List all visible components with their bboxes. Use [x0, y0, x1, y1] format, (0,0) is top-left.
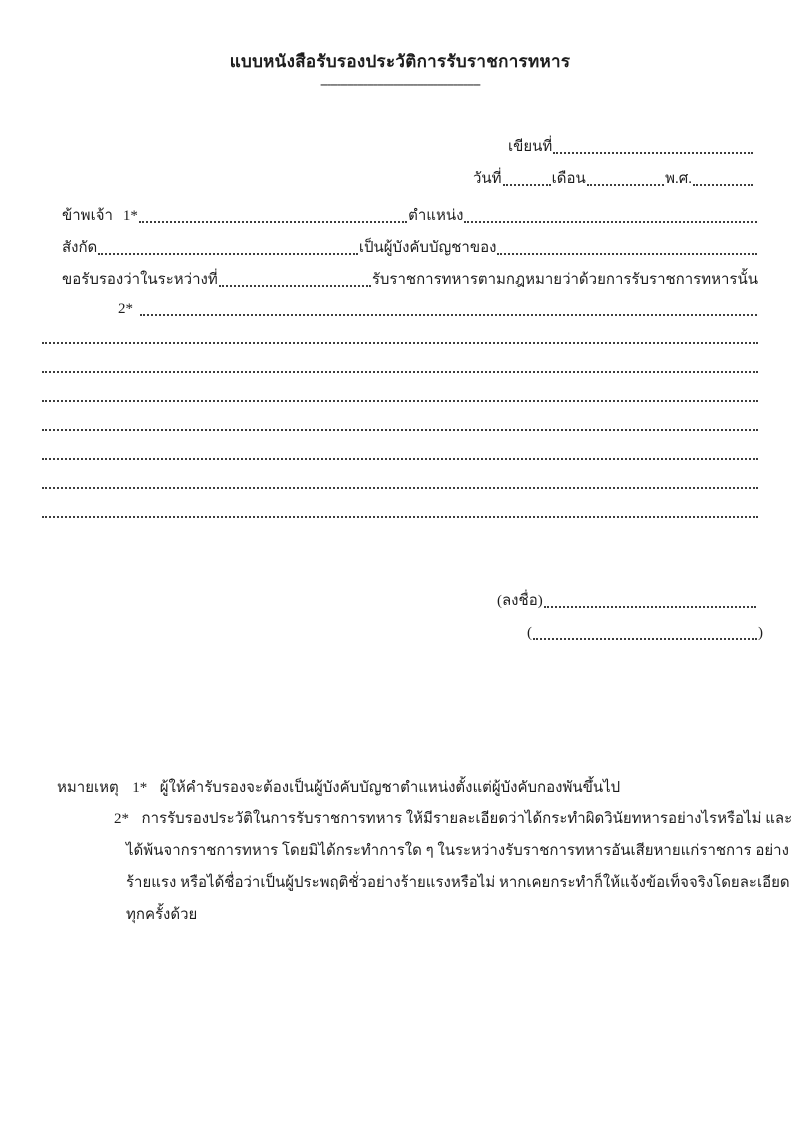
signature-name-row — [527, 624, 763, 643]
note2-line1 — [114, 806, 792, 830]
blank-lines-block — [42, 342, 758, 545]
paren-open: ( — [527, 625, 532, 641]
note2-text-2: ได้พ้นจากราชการทหาร โดยมิได้กระทำการใด ๆ ในระหว่างรับราชการทหารอันเสียหายแก่ราชการ อย่าง — [126, 843, 789, 859]
written-at-row — [508, 138, 754, 157]
certify-prefix: ขอรับรองว่าในระหว่างที่ — [62, 272, 218, 288]
paren-close: ) — [758, 625, 763, 641]
unit-blank — [98, 253, 358, 255]
note1-ref: 1* — [132, 780, 148, 796]
blank-dotted-line — [42, 400, 758, 402]
form-title: แบบหนังสือรับรองประวัติการรับราชการทหาร — [229, 52, 571, 71]
note-heading-line — [57, 775, 620, 799]
body-line-4 — [118, 300, 758, 319]
written-at-label: เขียนที่ — [508, 139, 553, 155]
blank-dotted-line — [42, 429, 758, 431]
body-line-3 — [62, 271, 758, 290]
position-blank — [464, 221, 757, 223]
footnote-ref-2: 2* — [118, 301, 133, 317]
i-the-undersigned-label: ข้าพเจ้า — [62, 208, 113, 224]
blank-dotted-line — [42, 371, 758, 373]
name-blank — [139, 221, 407, 223]
date-row — [473, 170, 754, 189]
body-line-1 — [62, 207, 758, 226]
date-blank — [503, 184, 551, 186]
signature-row — [497, 592, 757, 611]
commander-of-label: เป็นผู้บังคับบัญชาของ — [358, 240, 497, 256]
note1-text: ผู้ให้คำรับรองจะต้องเป็นผู้บังคับบัญชาตำแหน่งตั้งแต่ผู้บังคับกองพันขึ้นไป — [159, 780, 621, 796]
note2-ref: 2* — [114, 811, 129, 827]
remark-heading: หมายเหตุ — [57, 780, 119, 796]
note2-text-4: ทุกครั้งด้วย — [126, 907, 198, 923]
signature-blank — [544, 606, 756, 608]
date-label: วันที่ — [473, 171, 502, 187]
sign-label: (ลงชื่อ) — [497, 593, 543, 609]
blank-dotted-line — [42, 516, 758, 518]
note2-text-1: การรับรองประวัติในการรับราชการทหาร ให้มีรายละเอียดว่าได้กระทำผิดวินัยทหารอย่างไรหรือไม่ และ — [141, 811, 793, 827]
title-separator: ------------------------------------------------ — [320, 76, 480, 91]
footnote-ref-1: 1* — [122, 208, 138, 224]
signature-name-blank — [533, 638, 757, 640]
blank-dotted-line — [42, 487, 758, 489]
note2-line3 — [126, 870, 790, 894]
month-blank — [587, 184, 664, 186]
note2-line2 — [126, 838, 789, 862]
blank-dotted-line — [42, 342, 758, 344]
blank-dotted-line — [42, 458, 758, 460]
year-label: พ.ศ. — [665, 171, 692, 187]
month-label: เดือน — [551, 171, 586, 187]
note2-line4 — [126, 902, 197, 926]
year-blank — [693, 184, 753, 186]
detail-blank-0 — [140, 314, 757, 316]
commander-of-blank — [497, 253, 757, 255]
certify-period-blank — [219, 285, 371, 287]
body-line-2 — [62, 239, 758, 258]
position-label: ตำแหน่ง — [408, 208, 464, 224]
note2-text-3: ร้ายแรง หรือได้ชื่อว่าเป็นผู้ประพฤติชั่วอย่างร้ายแรงหรือไม่ หากเคยกระทำก็ให้แจ้งข้อเท็จจริงโดยละเอียด — [126, 875, 790, 891]
certify-suffix: รับราชการทหารตามกฎหมายว่าด้วยการรับราชการทหารนั้น — [371, 272, 758, 288]
unit-label: สังกัด — [62, 240, 98, 256]
written-at-blank — [553, 152, 753, 154]
